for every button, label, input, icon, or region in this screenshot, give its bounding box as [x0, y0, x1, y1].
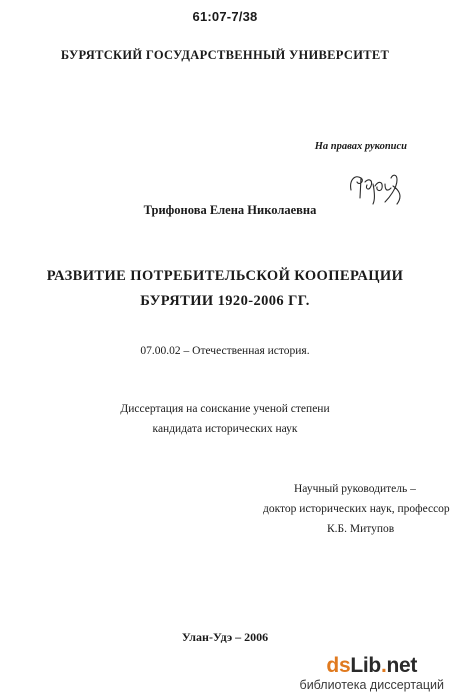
degree-statement-line-1: Диссертация на соискание ученой степени — [120, 403, 330, 415]
library-stamp: 61:07-7/38 — [192, 9, 258, 24]
logo-prefix: ds — [326, 654, 351, 677]
watermark-subtitle: библиотека диссертаций — [299, 678, 444, 692]
logo-tld: net — [386, 654, 418, 677]
specialty-code: 07.00.02 – Отечественная история. — [140, 345, 310, 357]
dslib-watermark[interactable] — [300, 655, 444, 692]
university-name: БУРЯТСКИЙ ГОСУДАРСТВЕННЫЙ УНИВЕРСИТЕТ — [60, 48, 390, 62]
logo-main: Lib — [350, 654, 381, 677]
supervisor-degree: доктор исторических наук, профессор — [263, 503, 450, 515]
author-name: Трифонова Елена Николаевна — [143, 203, 317, 217]
supervisor-role: Научный руководитель – — [294, 483, 416, 495]
logo-dot: . — [380, 654, 387, 677]
dissertation-title-line-2: БУРЯТИИ 1920-2006 ГГ. — [140, 293, 310, 309]
city-and-year: Улан-Удэ – 2006 — [181, 630, 269, 644]
dslib-logo — [300, 655, 444, 677]
degree-statement-line-2: кандидата исторических наук — [152, 423, 298, 435]
manuscript-rights-note: На правах рукописи — [314, 141, 407, 152]
dissertation-title-line-1: РАЗВИТИЕ ПОТРЕБИТЕЛЬСКОЙ КООПЕРАЦИИ — [46, 268, 404, 284]
supervisor-name: К.Б. Митупов — [327, 523, 395, 535]
